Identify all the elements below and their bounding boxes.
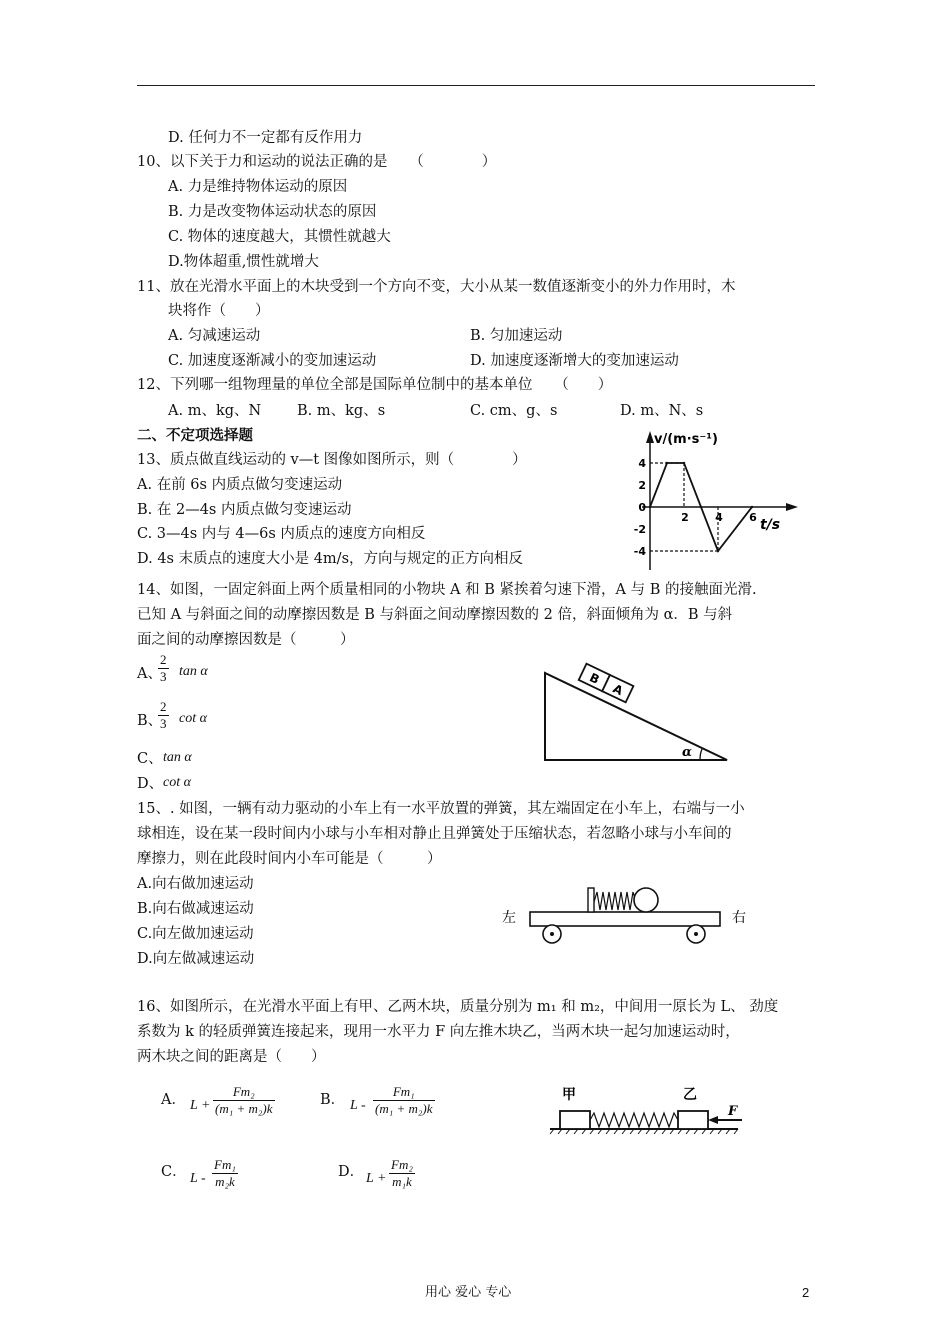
q12-stem: 12、下列哪一组物理量的单位全部是国际单位制中的基本单位 （ ） xyxy=(137,377,613,393)
fraction-numerator: Fm₁ xyxy=(214,1157,236,1172)
q15-stem-line1: 15、. 如图，一辆有动力驱动的小车上有一水平放置的弹簧，其左端固定在小车上，右端与一小 xyxy=(137,801,745,817)
q16-option-b-label: B． xyxy=(320,1092,346,1108)
q14-option-d-expr: cot α xyxy=(163,775,191,790)
y-axis-label: v/(m·s⁻¹) xyxy=(654,432,718,447)
q14-option-a-expr: tan α xyxy=(179,664,208,679)
q14-option-a-fraction xyxy=(158,652,169,685)
q10-option-d: D.物体超重,惯性就增大 xyxy=(168,254,319,270)
blocks-spring-figure xyxy=(550,1085,760,1135)
fraction-numerator: 2 xyxy=(160,652,167,667)
left-label: 左 xyxy=(502,910,516,926)
q13-stem: 13、质点做直线运动的 v—t 图像如图所示，则（ ） xyxy=(137,452,527,468)
spring xyxy=(594,892,636,910)
q16-option-d-fraction xyxy=(389,1157,415,1190)
q16-option-a-fraction xyxy=(213,1084,275,1117)
q14-option-b-fraction xyxy=(158,699,169,732)
spring xyxy=(590,1113,678,1127)
q14-stem-line2: 已知 A 与斜面之间的动摩擦因数是 B 与斜面之间动摩擦因数的 2 倍，斜面倾角为 α．B 与斜 xyxy=(137,607,733,623)
q16-option-c-fraction xyxy=(212,1157,238,1190)
incline-figure xyxy=(540,665,740,765)
incline-triangle xyxy=(545,673,727,760)
q10-stem: 10、以下关于力和运动的说法正确的是 （ ） xyxy=(137,154,497,170)
fraction-denominator: 3 xyxy=(160,716,167,731)
y-tick-label: -2 xyxy=(633,523,646,536)
footer-slogan: 用心 爱心 专心 xyxy=(425,1285,512,1300)
q16-option-c-lhs: L - xyxy=(190,1171,206,1186)
q14-option-b-label: B、 xyxy=(137,713,163,729)
block-a-label: A xyxy=(610,681,626,699)
q14-stem-line3: 面之间的动摩擦因数是（ ） xyxy=(137,632,355,648)
y-axis-arrow xyxy=(646,431,654,443)
data-point xyxy=(700,506,702,508)
x-tick-label: 2 xyxy=(681,511,689,524)
q13-option-c: C. 3—4s 内与 4—6s 内质点的速度方向相反 xyxy=(137,526,426,542)
data-point xyxy=(717,550,719,552)
q15-stem-line3: 摩擦力，则在此段时间内小车可能是（ ） xyxy=(137,851,442,867)
q16-option-a-lhs: L + xyxy=(190,1098,211,1113)
q11-option-a: A. 匀减速运动 xyxy=(168,328,261,344)
fraction-denominator: m₁k xyxy=(392,1174,412,1189)
q14-option-d-label: D、 xyxy=(137,776,164,792)
q12-option-d: D. m、N、s xyxy=(620,403,704,419)
section-heading: 二、不定项选择题 xyxy=(137,428,253,444)
block-yi-label: 乙 xyxy=(683,1087,697,1103)
q16-option-d-label: D． xyxy=(338,1164,365,1180)
block-jia xyxy=(560,1111,590,1129)
q14-option-c-expr: tan α xyxy=(163,750,192,765)
q13-option-a: A. 在前 6s 内质点做匀变速运动 xyxy=(137,477,343,493)
x-axis-label: t/s xyxy=(760,517,781,533)
spring-mount xyxy=(588,888,594,912)
q11-option-b: B. 匀加速运动 xyxy=(470,328,563,344)
left-wheel-axle xyxy=(550,932,554,936)
q14-option-a-label: A、 xyxy=(137,666,162,682)
q11-stem-line2: 块将作（ ） xyxy=(168,303,270,319)
ball xyxy=(634,888,658,912)
q9-option-d: D. 任何力不一定都有反作用力 xyxy=(168,130,363,146)
q14-stem-line1: 14、如图，一固定斜面上两个质量相同的小物块 A 和 B 紧挨着匀速下滑，A 与 B 的接触面光滑. xyxy=(137,582,757,598)
y-tick-labels xyxy=(634,457,647,558)
q11-option-c: C. 加速度逐渐减小的变加速运动 xyxy=(168,353,377,369)
y-tick-label: -4 xyxy=(633,545,646,558)
fraction-numerator: Fm₁ xyxy=(373,1084,435,1101)
page-number: 2 xyxy=(802,1285,810,1300)
fraction-numerator: Fm₂ xyxy=(391,1157,413,1172)
q16-option-d-lhs: L + xyxy=(366,1171,387,1186)
vt-graph xyxy=(610,425,810,575)
q16-stem-line1: 16、如图所示，在光滑水平面上有甲、乙两木块，质量分别为 m₁ 和 m₂，中间用一原长为 L、 劲度 xyxy=(137,999,779,1015)
q12-option-b: B. m、kg、s xyxy=(297,403,386,419)
x-tick-label: 6 xyxy=(749,511,757,524)
data-point xyxy=(751,506,753,508)
fraction-denominator: (m₁ + m₂)k xyxy=(215,1101,273,1116)
block-b-label: B xyxy=(587,670,602,687)
data-point xyxy=(666,462,668,464)
fraction-denominator: m₂k xyxy=(215,1174,235,1189)
y-tick-label: 2 xyxy=(638,479,646,492)
data-point xyxy=(649,506,651,508)
q14-option-c-label: C、 xyxy=(137,751,163,767)
angle-label: α xyxy=(682,745,693,760)
force-label: F xyxy=(728,1104,738,1119)
fraction-denominator: (m₁ + m₂)k xyxy=(375,1101,433,1116)
q13-option-b: B. 在 2—4s 内质点做匀变速运动 xyxy=(137,502,352,518)
right-wheel-axle xyxy=(694,932,698,936)
q12-option-a: A. m、kg、N xyxy=(168,403,262,419)
right-label: 右 xyxy=(732,910,746,926)
force-arrow-head xyxy=(708,1116,718,1124)
x-tick-label: 4 xyxy=(715,511,723,524)
q15-option-a: A.向右做加速运动 xyxy=(137,876,254,892)
x-tick-labels xyxy=(681,511,757,524)
block-yi xyxy=(678,1111,708,1129)
q11-option-d: D. 加速度逐渐增大的变加速运动 xyxy=(470,353,679,369)
q13-option-d: D. 4s 末质点的速度大小是 4m/s，方向与规定的正方向相反 xyxy=(137,551,524,567)
q15-option-c: C.向左做加速运动 xyxy=(137,926,254,942)
q10-option-a: A. 力是维持物体运动的原因 xyxy=(168,179,348,195)
angle-arc xyxy=(700,749,702,760)
q16-option-b-fraction xyxy=(373,1084,435,1117)
y-tick-label: 4 xyxy=(638,457,646,470)
data-point xyxy=(683,462,685,464)
q16-stem-line2: 系数为 k 的轻质弹簧连接起来，现用一水平力 F 向左推木块乙，当两木块一起匀加速运动时， xyxy=(137,1024,740,1040)
q15-stem-line2: 球相连，设在某一段时间内小球与小车相对静止且弹簧处于压缩状态，若忽略小球与小车间的 xyxy=(137,826,732,842)
q15-option-d: D.向左做减速运动 xyxy=(137,951,255,967)
q10-option-c: C. 物体的速度越大，其惯性就越大 xyxy=(168,229,391,245)
cart-figure xyxy=(500,880,760,950)
q16-option-a-label: A． xyxy=(161,1092,186,1108)
fraction-numerator: 2 xyxy=(160,699,167,714)
q10-option-b: B. 力是改变物体运动状态的原因 xyxy=(168,204,377,220)
q16-option-b-lhs: L - xyxy=(350,1098,366,1113)
block-jia-label: 甲 xyxy=(562,1087,576,1103)
q15-option-b: B.向右做减速运动 xyxy=(137,901,254,917)
cart-body xyxy=(530,912,720,926)
q16-option-c-label: C． xyxy=(161,1164,187,1180)
x-axis-arrow xyxy=(786,503,798,511)
q12-option-c: C. cm、g、s xyxy=(470,403,558,419)
q16-stem-line3: 两木块之间的距离是（ ） xyxy=(137,1049,326,1065)
q14-option-b-expr: cot α xyxy=(179,711,207,726)
fraction-numerator: Fm₂ xyxy=(213,1084,275,1101)
q11-stem-line1: 11、放在光滑水平面上的木块受到一个方向不变，大小从某一数值逐渐变小的外力作用时，木 xyxy=(137,279,736,295)
fraction-denominator: 3 xyxy=(160,669,167,684)
header-rule xyxy=(137,85,815,86)
y-tick-label: 0 xyxy=(638,501,646,514)
